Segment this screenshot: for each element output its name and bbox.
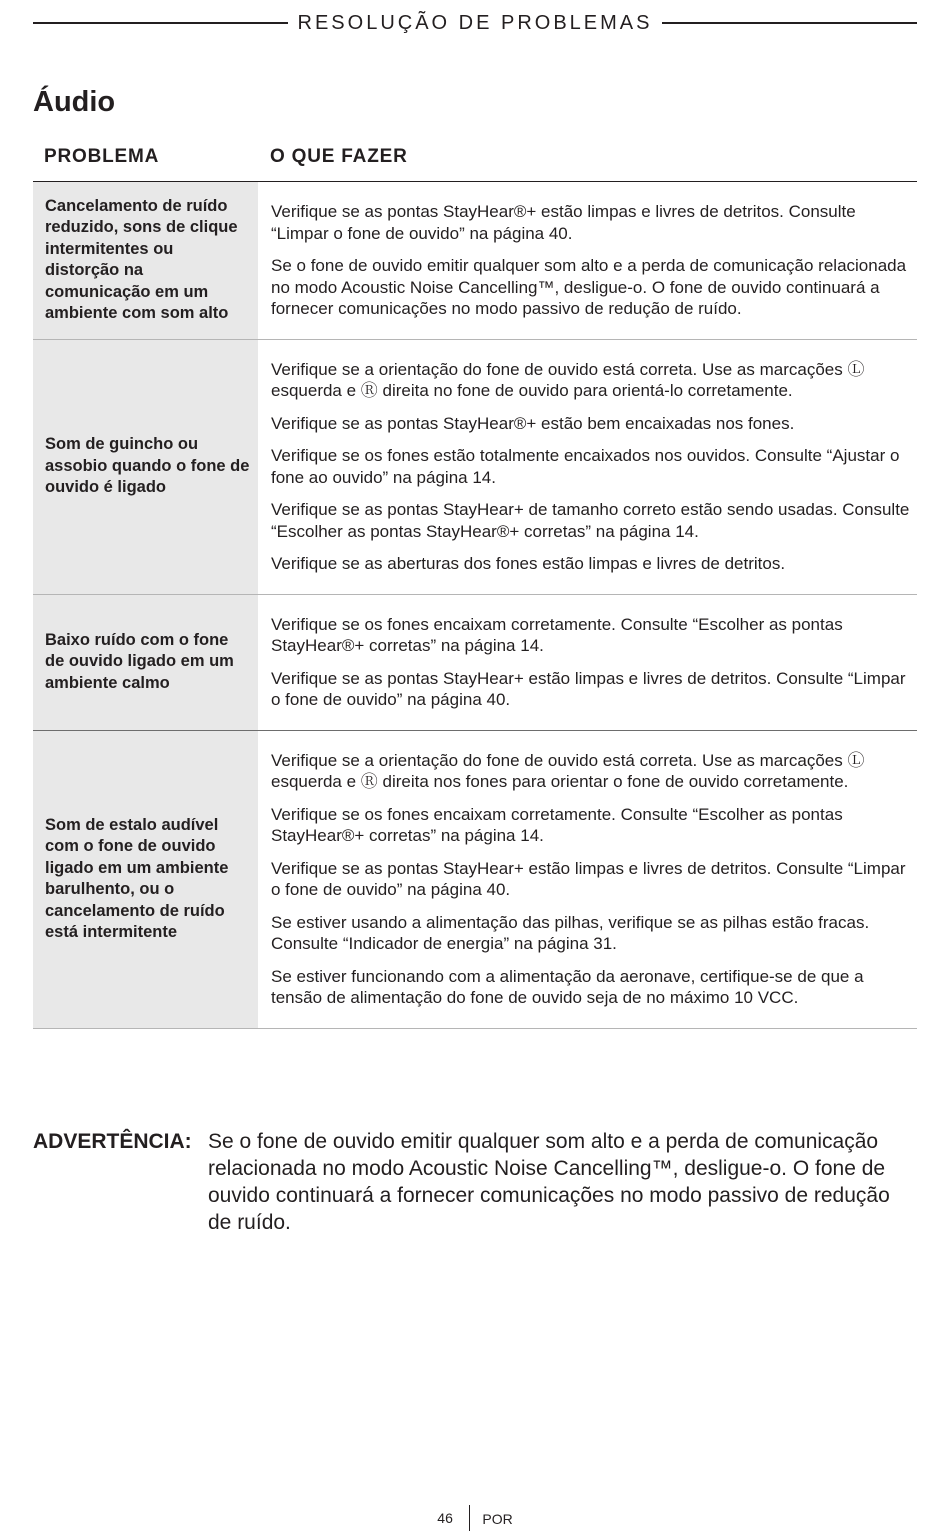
table-row — [33, 340, 917, 595]
problem-cell — [33, 731, 258, 1028]
table-header — [33, 146, 917, 182]
header-rule-left — [33, 22, 288, 24]
solution-text: Verifique se a orientação do fone de ouvido está correta. Use as marcações Ⓛ esquerda e Ⓡ direita no fone de ouvido para orientá-lo corretamente. — [271, 359, 865, 400]
page-number: 46 — [437, 1510, 453, 1526]
solution-text: Verifique se os fones encaixam corretamente. Consulte “Escolher as pontas StayHear®+ corretas” na página 14. — [271, 804, 843, 845]
solution-text: Verifique se as pontas StayHear+ estão limpas e livres de detritos. Consulte “Limpar o fone de ouvido” na página 40. — [271, 858, 906, 899]
page-header — [33, 8, 917, 38]
column-header-solution: O QUE FAZER — [270, 146, 408, 167]
warning-block — [33, 1128, 917, 1236]
problem-text: Som de guincho ou assobio quando o fone de ouvido é ligado — [45, 435, 250, 497]
column-header-problem: PROBLEMA — [44, 146, 160, 167]
solution-cell — [258, 595, 917, 730]
solution-text: Verifique se a orientação do fone de ouvido está correta. Use as marcações Ⓛ esquerda e Ⓡ direita nos fones para orientar o fone de ouvido corretamente. — [271, 750, 865, 791]
solution-text: Verifique se os fones estão totalmente encaixados nos ouvidos. Consulte “Ajustar o fone ao ouvido” na página 14. — [271, 446, 900, 487]
solution-cell — [258, 340, 917, 594]
warning-label: ADVERTÊNCIA: — [33, 1130, 192, 1153]
solution-cell — [258, 182, 917, 339]
solution-text: Se o fone de ouvido emitir qualquer som alto e a perda de comunicação relacionada no modo Acoustic Noise Cancelling™, desligue-o. O fone de ouvido continuará a fornecer comunicações no modo passivo de redução de ruído. — [271, 256, 907, 318]
section-title: Áudio — [33, 86, 116, 118]
troubleshooting-table — [33, 146, 917, 1029]
header-rule-right — [662, 22, 917, 24]
problem-cell — [33, 182, 258, 339]
solution-text: Se estiver funcionando com a alimentação da aeronave, certifique-se de que a tensão de alimentação do fone de ouvido seja de no máximo 10 VCC. — [271, 966, 864, 1007]
solution-text: Verifique se as pontas StayHear®+ estão bem encaixadas nos fones. — [271, 413, 795, 433]
language-code: POR — [482, 1511, 513, 1527]
problem-text: Som de estalo audível com o fone de ouvido ligado em um ambiente barulhento, ou o cancelamento de ruído está intermitente — [45, 815, 229, 941]
solution-text: Verifique se os fones encaixam corretamente. Consulte “Escolher as pontas StayHear®+ corretas” na página 14. — [271, 614, 843, 655]
solution-text: Verifique se as pontas StayHear+ estão limpas e livres de detritos. Consulte “Limpar o fone de ouvido” na página 40. — [271, 668, 906, 709]
warning-text: Se o fone de ouvido emitir qualquer som alto e a perda de comunicação relacionada no modo Acoustic Noise Cancelling™, desligue-o. O fone de ouvido continuará a fornecer comunicações no modo passivo de redução de ruído. — [208, 1130, 890, 1234]
solution-text: Verifique se as aberturas dos fones estão limpas e livres de detritos. — [271, 554, 786, 573]
problem-text: Cancelamento de ruído reduzido, sons de clique intermitentes ou distorção na comunicação em um ambiente com som alto — [45, 196, 238, 323]
table-row — [33, 731, 917, 1029]
header-title: RESOLUÇÃO DE PROBLEMAS — [297, 11, 653, 34]
table-row — [33, 182, 917, 340]
solution-cell — [258, 731, 917, 1028]
table-row — [33, 595, 917, 731]
problem-text: Baixo ruído com o fone de ouvido ligado em um ambiente calmo — [45, 630, 234, 692]
solution-text: Se estiver usando a alimentação das pilhas, verifique se as pilhas estão fracas. Consulte “Indicador de energia” na página 31. — [271, 912, 870, 953]
problem-cell — [33, 340, 258, 594]
solution-text: Verifique se as pontas StayHear+ de tamanho correto estão sendo usadas. Consulte “Escolher as pontas StayHear®+ corretas” na página 14. — [271, 500, 910, 541]
page-footer — [0, 1505, 950, 1531]
solution-text: Verifique se as pontas StayHear®+ estão limpas e livres de detritos. Consulte “Limpar o fone de ouvido” na página 40. — [271, 202, 856, 243]
problem-cell — [33, 595, 258, 730]
